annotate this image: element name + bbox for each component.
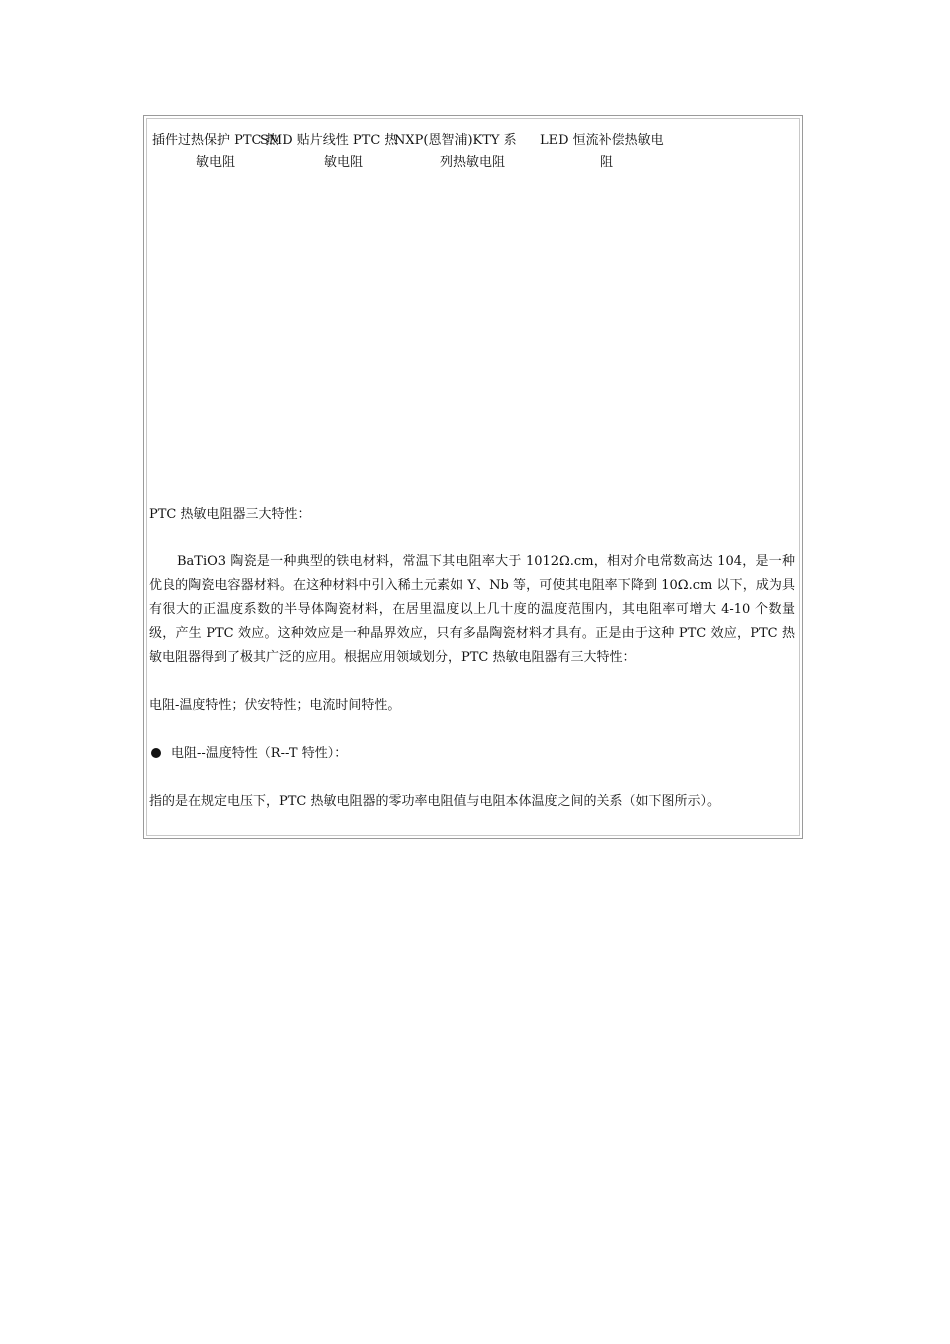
characteristics-summary: 电阻-温度特性；伏安特性；电流时间特性。 (149, 698, 401, 713)
product-cell-led-compensation (540, 130, 664, 174)
section-title: PTC 热敏电阻器三大特性： (149, 507, 311, 522)
product-cell-line1: 插件过热保护 PTC 热 (152, 133, 279, 148)
bullet-dot-icon (151, 748, 161, 758)
bullet-item (149, 742, 795, 766)
intro-paragraph: BaTiO3 陶瓷是一种典型的铁电材料，常温下其电阻率大于 1012Ω.cm，相对介电常数高达 104，是一种优良的陶瓷电容器材料。在这种材料中引入稀土元素如 Y、Nb 等，可使其电阻率下降到 10Ω.cm 以下，成为具有很大的正温度系数的半导体陶瓷材料，在居里温度以上几十度的温度范围内，其电阻率可增大 4-10 个数量级，产生 PTC 效应。这种效应是一种晶界效应，只有多晶陶瓷材料才具有。正是由于这种 PTC 效应，PTC 热敏电阻器得到了极其广泛的应用。根据应用领域划分，PTC 热敏电阻器有三大特性： (149, 554, 795, 665)
product-cell-line2: 敏电阻 (324, 155, 364, 170)
bullet-heading: 电阻--温度特性（R--T 特性）： (171, 746, 348, 761)
definition-text: 指的是在规定电压下，PTC 热敏电阻器的零功率电阻值与电阻本体温度之间的关系（如下图所示）。 (149, 794, 720, 809)
product-cell-line1: SMD 贴片线性 PTC 热 (260, 133, 398, 148)
product-cell-nxp-kty (394, 130, 517, 174)
article-body (149, 503, 795, 814)
product-cell-line2: 阻 (600, 155, 614, 170)
product-cell-line1: NXP(恩智浦)KTY 系 (394, 133, 517, 148)
product-cell-line2: 敏电阻 (196, 155, 236, 170)
product-header-row (152, 130, 792, 178)
product-cell-line1: LED 恒流补偿热敏电 (540, 133, 664, 148)
product-cell-smd-ptc (260, 130, 397, 174)
product-cell-line2: 列热敏电阻 (440, 155, 506, 170)
